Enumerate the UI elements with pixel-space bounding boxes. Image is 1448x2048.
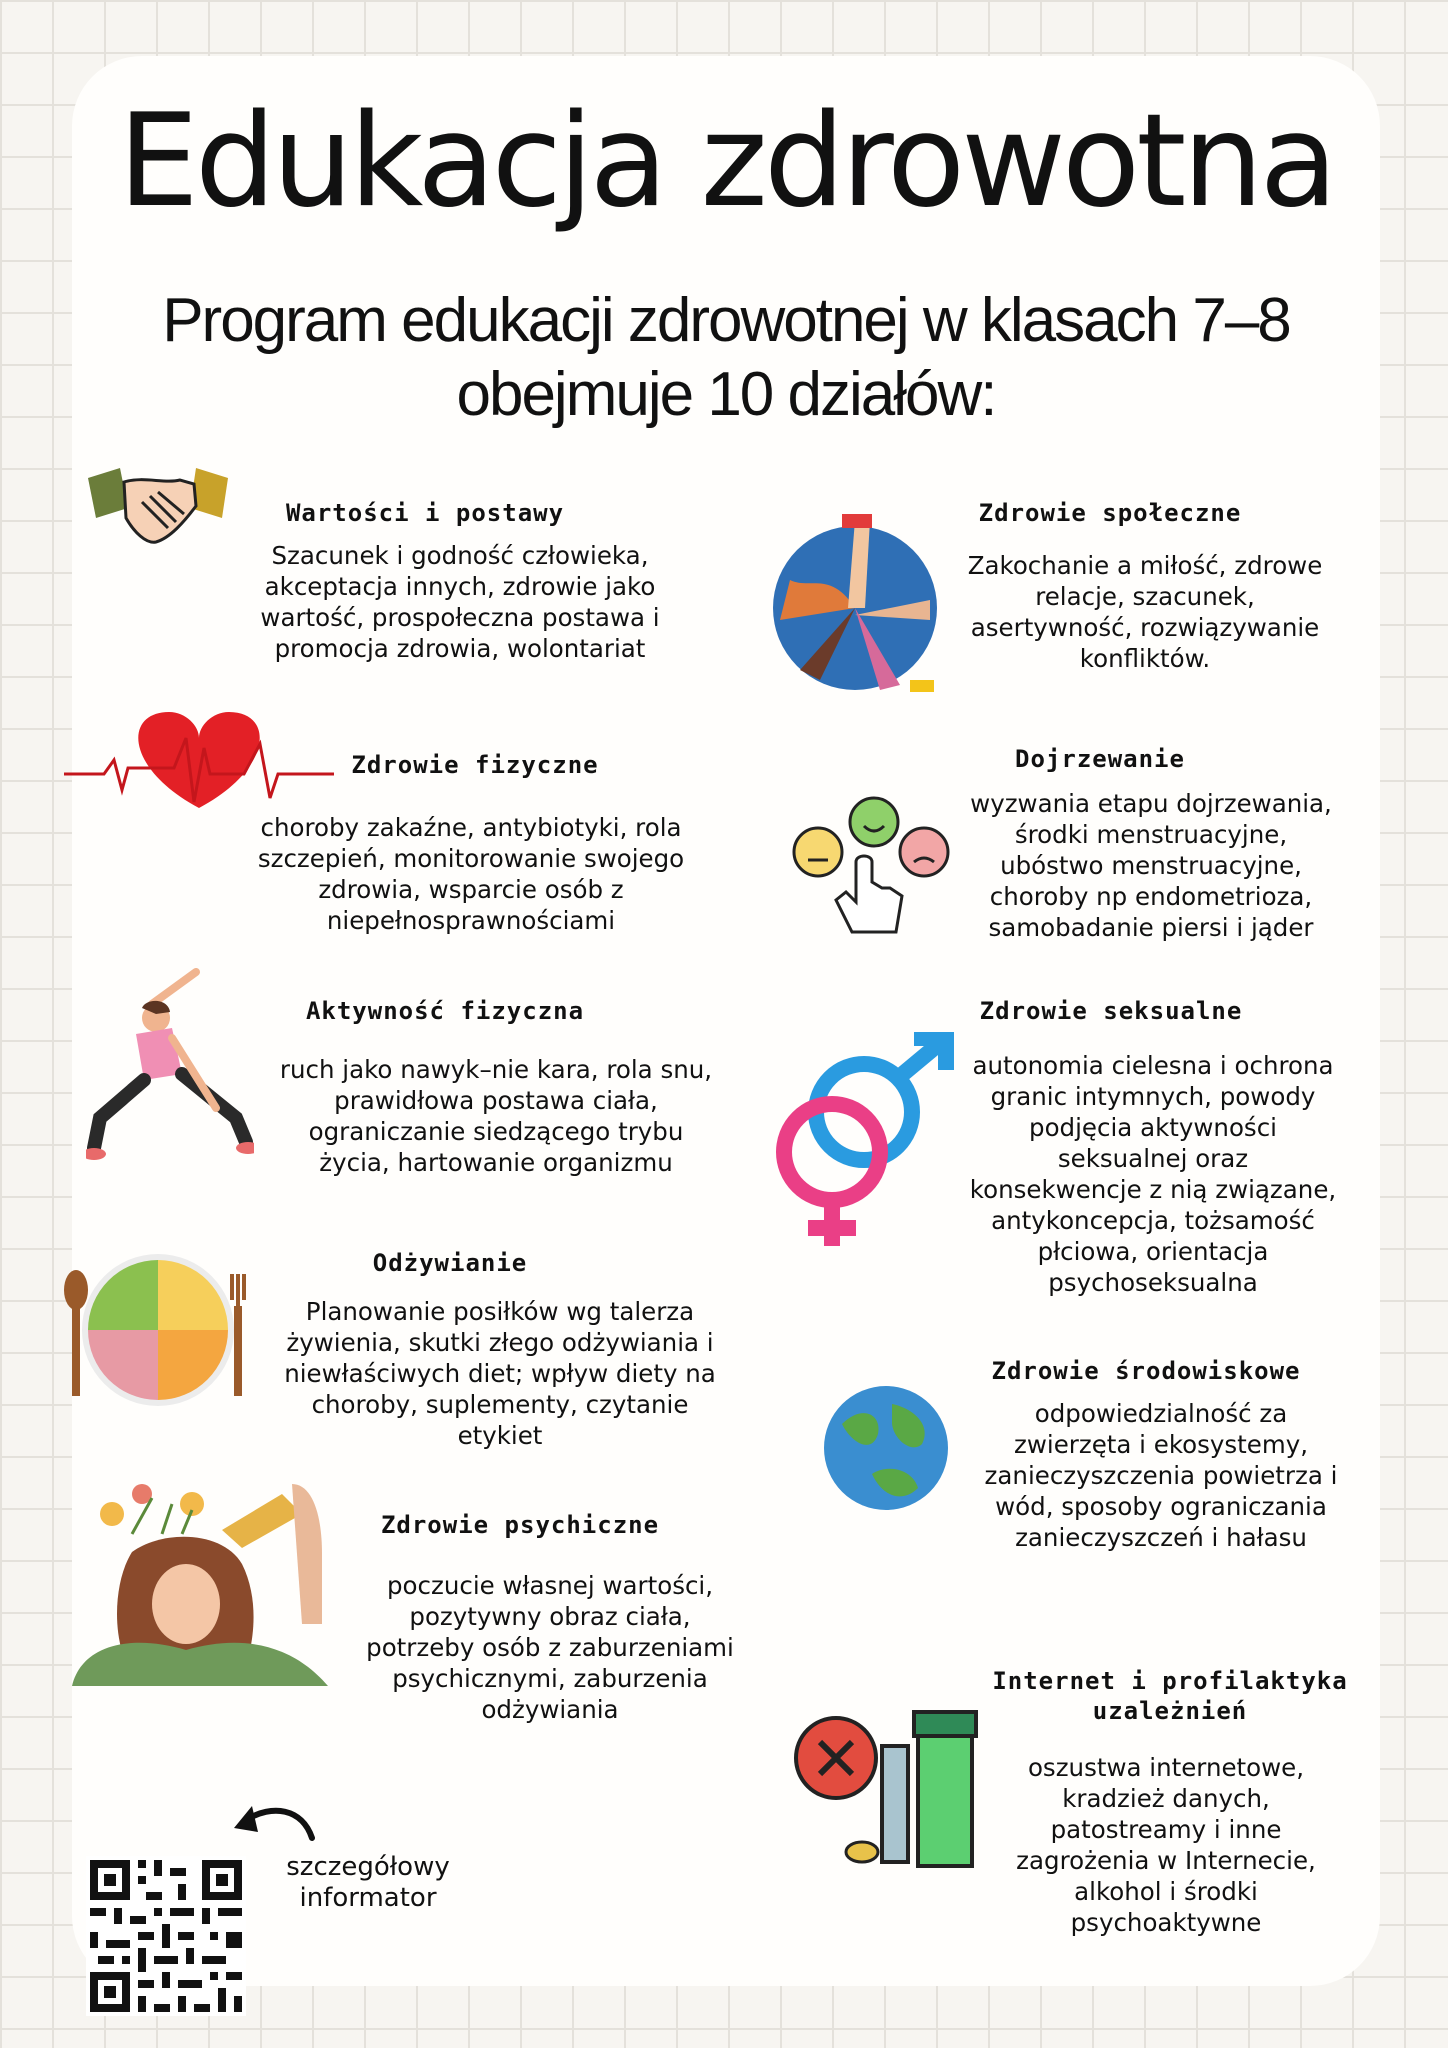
section-title-internet: Internet i profilaktyka uzależnień xyxy=(992,1667,1348,1725)
gender-symbols-icon xyxy=(774,1032,958,1252)
qr-code-icon[interactable] xyxy=(86,1856,246,2016)
section-body-social: Zakochanie a miłość, zdrowe relacje, szacunek, asertywność, rozwiązywanie konfliktów. xyxy=(967,551,1323,673)
section-body-values: Szacunek i godność człowieka, akceptacja innych, zdrowie jako wartość, prospołeczna postawa i promocja zdrowia, wolontariat xyxy=(260,541,660,663)
page-subtitle: Program edukacji zdrowotnej w klasach 7–8 obejmuje 10 działów: xyxy=(162,286,1290,429)
addiction-bottles-icon xyxy=(792,1706,978,1870)
exercise-woman-icon xyxy=(86,968,254,1162)
emotion-faces-icon xyxy=(786,792,952,938)
section-title-mental: Zdrowie psychiczne xyxy=(380,1511,660,1539)
page-title: Edukacja zdrowotna xyxy=(118,87,1334,236)
food-plate-icon xyxy=(62,1250,254,1410)
section-body-internet: oszustwa internetowe, kradzież danych, patostreamy i inne zagrożenia w Internecie, alkohol i środki psychoaktywne xyxy=(1016,1753,1316,1937)
section-title-environment: Zdrowie środowiskowe xyxy=(991,1357,1301,1385)
curved-arrow-icon xyxy=(222,1798,318,1858)
section-title-sexual: Zdrowie seksualne xyxy=(979,997,1243,1025)
heartbeat-icon xyxy=(64,708,334,816)
section-body-activity: ruch jako nawyk–nie kara, rola snu, prawidłowa postawa ciała, ograniczanie siedzącego trybu życia, hartowanie organizmu xyxy=(279,1055,713,1177)
section-title-values: Wartości i postawy xyxy=(285,499,565,527)
section-body-environment: odpowiedzialność za zwierzęta i ekosystemy, zanieczyszczenia powietrza i wód, sposoby ograniczania zanieczyszczeń i hałasu xyxy=(984,1399,1338,1552)
section-title-activity: Aktywność fizyczna xyxy=(305,997,585,1025)
handshake-icon xyxy=(84,462,234,550)
section-body-sexual: autonomia cielesna i ochrona granic intymnych, powody podjęcia aktywności seksualnej oraz konsekwencje z nią związane, antykoncepcja, tożsamość płciowa, orientacja psychoseksualna xyxy=(969,1051,1337,1297)
section-title-nutrition: Odżywianie xyxy=(372,1249,528,1277)
section-body-mental: poczucie własnej wartości, pozytywny obraz ciała, potrzeby osób z zaburzeniami psychicznymi, zaburzenia odżywiania xyxy=(366,1571,734,1724)
mind-flowers-icon xyxy=(72,1474,328,1686)
section-body-nutrition: Planowanie posiłków wg talerza żywienia, skutki złego odżywiania i niewłaściwych diet; wpływ diety na choroby, suplementy, czytanie etykiet xyxy=(284,1297,716,1450)
section-body-physical: choroby zakaźne, antybiotyki, rola szczepień, monitorowanie swojego zdrowia, wsparcie osób z niepełnosprawnościami xyxy=(257,813,685,935)
section-title-physical: Zdrowie fizyczne xyxy=(351,751,599,779)
qr-label: szczegółowy informator xyxy=(286,1852,450,1913)
hands-together-icon xyxy=(760,510,950,700)
section-title-social: Zdrowie społeczne xyxy=(978,499,1242,527)
section-title-puberty: Dojrzewanie xyxy=(1015,745,1185,773)
section-body-puberty: wyzwania etapu dojrzewania, środki menstruacyjne, ubóstwo menstruacyjne, choroby np endometrioza, samobadanie piersi i jąder xyxy=(970,789,1332,942)
earth-globe-icon xyxy=(822,1384,950,1512)
